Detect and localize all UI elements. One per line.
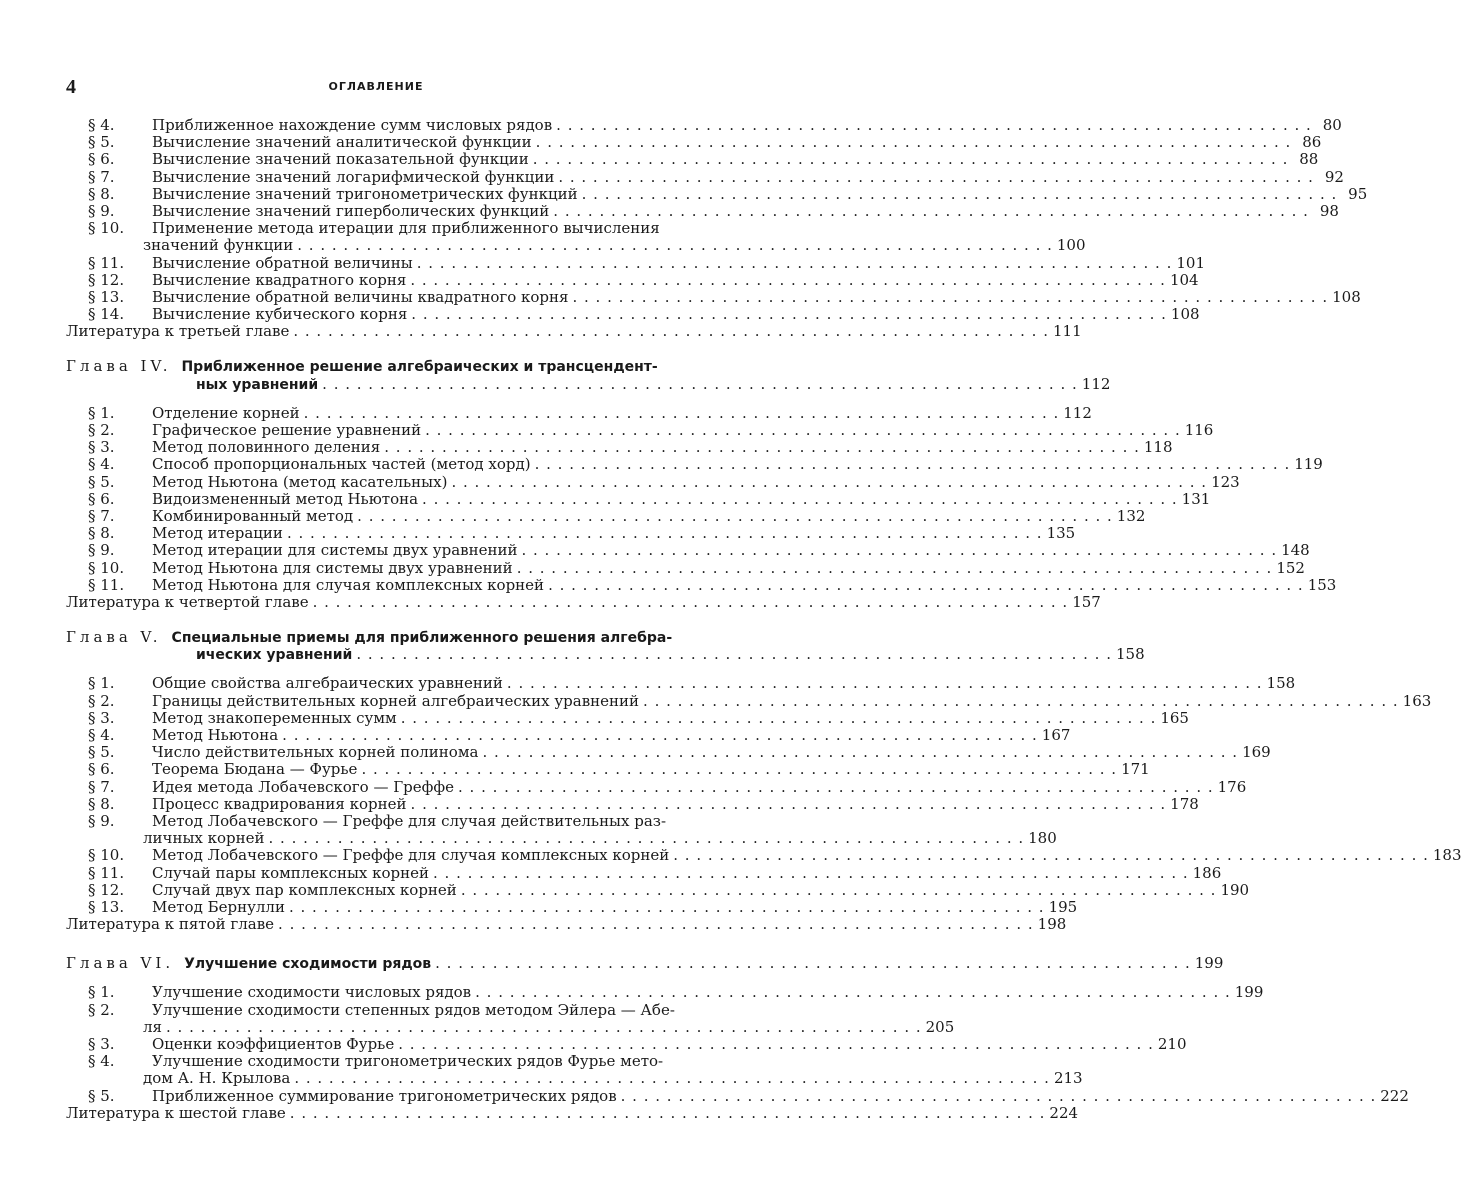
toc-entry[interactable]: § 4. Улучшение сходимости тригонометрических рядов Фурье мето- [88, 1052, 664, 1071]
toc-entry[interactable]: § 3. Оценки коэффициентов Фурье . . . 210 [66, 1036, 684, 1053]
toc-entry[interactable]: § 5. Вычисление значений аналитической функции . . . 86 [66, 134, 684, 151]
chapter-heading[interactable]: Глава VI. Улучшение сходимости рядов . . . 199 [66, 955, 684, 972]
toc-entry[interactable]: § 12. Вычисление квадратного корня . . . 104 [66, 272, 684, 289]
page-title: ОГЛАВЛЕНИЕ [328, 80, 424, 93]
chapter-heading-continuation[interactable]: ных уравнений . . . 112 [66, 376, 684, 393]
toc-literature[interactable]: Литература к шестой главе . . . 224 [66, 1105, 684, 1122]
toc-entry-continuation[interactable]: дом А. Н. Крылова . . . 213 [66, 1070, 684, 1087]
toc-entry[interactable]: § 2. Графическое решение уравнений . . . 116 [66, 422, 684, 439]
toc-entry[interactable]: § 10. Метод Ньютона для системы двух уравнений . . . 152 [66, 560, 684, 577]
toc-entry[interactable]: § 5. Приближенное суммирование тригонометрических рядов . . . 222 [66, 1088, 684, 1105]
toc-entry-continuation[interactable]: значений функции . . . 100 [66, 237, 684, 254]
toc-entry[interactable]: § 9. Метод итерации для системы двух уравнений . . . 148 [66, 542, 684, 559]
toc-entry[interactable]: § 9. Вычисление значений гиперболических функций . . . 98 [66, 203, 684, 220]
toc-entry[interactable]: § 4. Метод Ньютона . . . 167 [66, 727, 684, 744]
toc-entry[interactable]: § 3. Метод знакопеременных сумм . . . 165 [66, 710, 684, 727]
toc-entry[interactable]: § 4. Способ пропорциональных частей (метод хорд) . . . 119 [66, 456, 684, 473]
toc-entry[interactable]: § 13. Вычисление обратной величины квадратного корня . . . 108 [66, 289, 684, 306]
toc-entry[interactable]: § 12. Случай двух пар комплексных корней . . . 190 [66, 882, 684, 899]
chapter-heading-continuation[interactable]: ических уравнений . . . 158 [66, 646, 684, 663]
toc-entry[interactable]: § 6. Видоизмененный метод Ньютона . . . 131 [66, 491, 684, 508]
toc-entry[interactable]: § 11. Вычисление обратной величины . . . 101 [66, 255, 684, 272]
toc-entry[interactable]: § 13. Метод Бернулли . . . 195 [66, 899, 684, 916]
page-header [66, 76, 686, 100]
toc-entry[interactable]: § 11. Случай пары комплексных корней . . . 186 [66, 865, 684, 882]
toc-entry[interactable]: § 5. Метод Ньютона (метод касательных) . . . 123 [66, 474, 684, 491]
toc-entry[interactable]: § 7. Комбинированный метод . . . 132 [66, 508, 684, 525]
page-number: 4 [66, 76, 76, 98]
toc-entry[interactable]: § 6. Вычисление значений показательной функции . . . 88 [66, 151, 684, 168]
toc-entry[interactable]: § 8. Процесс квадрирования корней . . . 178 [66, 796, 684, 813]
toc-entry[interactable]: § 4. Приближенное нахождение сумм числовых рядов . . . 80 [66, 117, 684, 134]
toc-entry-continuation[interactable]: ля . . . 205 [66, 1019, 684, 1036]
toc-entry[interactable]: § 10. Метод Лобачевского — Греффе для случая комплексных корней . . . 183 [66, 847, 684, 864]
table-of-contents [66, 116, 1462, 1122]
toc-entry[interactable]: § 7. Идея метода Лобачевского — Греффе . . . 176 [66, 779, 684, 796]
toc-entry[interactable]: § 9. Метод Лобачевского — Греффе для случая действительных раз- [88, 811, 667, 830]
toc-entry[interactable]: § 14. Вычисление кубического корня . . . 108 [66, 306, 684, 323]
toc-entry[interactable]: § 3. Метод половинного деления . . . 118 [66, 439, 684, 456]
toc-literature[interactable]: Литература к пятой главе . . . 198 [66, 916, 684, 933]
toc-entry[interactable]: § 6. Теорема Бюдана — Фурье . . . 171 [66, 761, 684, 778]
toc-literature[interactable]: Литература к четвертой главе . . . 157 [66, 594, 684, 611]
toc-entry[interactable]: § 1. Улучшение сходимости числовых рядов . . . 199 [66, 984, 684, 1001]
toc-literature[interactable]: Литература к третьей главе . . . 111 [66, 323, 684, 340]
toc-entry[interactable]: § 7. Вычисление значений логарифмической функции . . . 92 [66, 169, 684, 186]
toc-entry-continuation[interactable]: личных корней . . . 180 [66, 830, 684, 847]
toc-entry[interactable]: § 11. Метод Ньютона для случая комплексных корней . . . 153 [66, 577, 684, 594]
toc-entry[interactable]: § 8. Метод итерации . . . 135 [66, 525, 684, 542]
toc-entry[interactable]: § 2. Границы действительных корней алгебраических уравнений . . . 163 [66, 693, 684, 710]
toc-entry[interactable]: § 10. Применение метода итерации для приближенного вычисления [88, 219, 660, 238]
toc-entry[interactable]: § 1. Отделение корней . . . 112 [66, 405, 684, 422]
toc-entry[interactable]: § 2. Улучшение сходимости степенных рядов методом Эйлера — Абе- [88, 1000, 675, 1019]
chapter-heading[interactable]: Глава V. Специальные приемы для приближенного решения алгебра- [66, 628, 673, 647]
chapter-heading[interactable]: Глава IV. Приближенное решение алгебраических и трансцендент- [66, 357, 658, 376]
toc-entry[interactable]: § 5. Число действительных корней полинома . . . 169 [66, 744, 684, 761]
toc-entry[interactable]: § 8. Вычисление значений тригонометрических функций . . . 95 [66, 186, 684, 203]
toc-entry[interactable]: § 1. Общие свойства алгебраических уравнений . . . 158 [66, 675, 684, 692]
